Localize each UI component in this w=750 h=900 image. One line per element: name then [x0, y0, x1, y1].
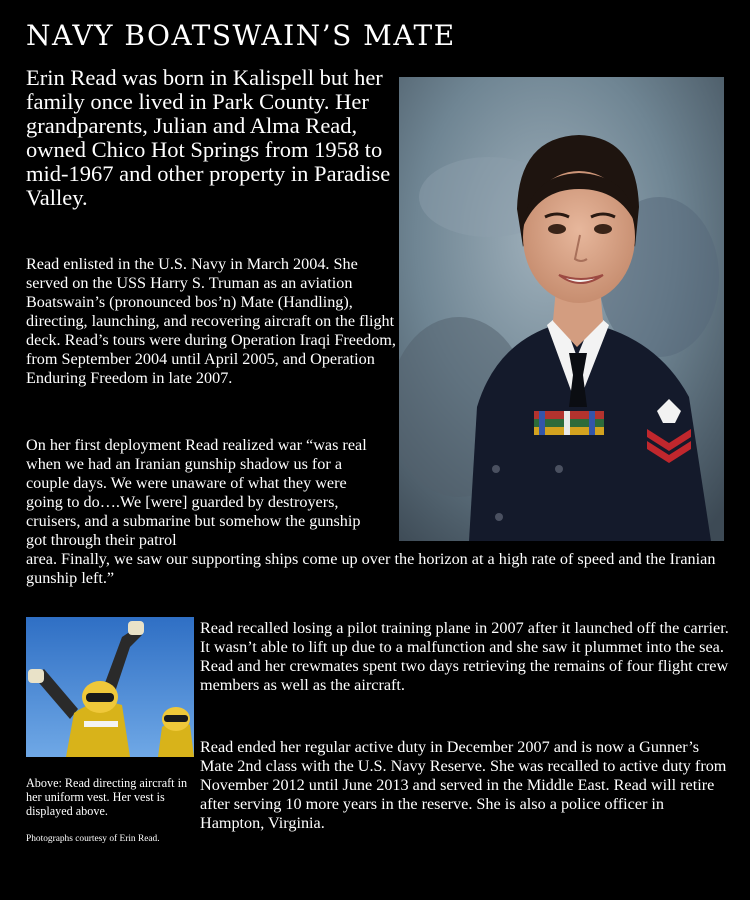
enlistment-paragraph: Read enlisted in the U.S. Navy in March 2004. She served on the USS Harry S. Truman as an aviation Boatswain’s (pronounced bos’n) Mate (Handling), directing, launching, and recovering aircraft on the flight deck. Read’s tours were during Operation Iraqi Freedom, from September 2004 until April 2005, and Operation Enduring Freedom in late 2007. [26, 255, 396, 387]
portrait-illustration [399, 77, 724, 541]
flight-deck-photo [26, 617, 194, 757]
intro-paragraph: Erin Read was born in Kalispell but her family once lived in Park County. Her grandparents, Julian and Alma Read, owned Chico Hot Springs from 1958 to mid-1967 and other property in Paradise Valley. [26, 65, 391, 210]
portrait-photo [399, 77, 724, 541]
page-title: NAVY BOATSWAIN’S MATE [26, 19, 456, 52]
photo-credit: Photographs courtesy of Erin Read. [26, 834, 160, 844]
flight-deck-illustration [26, 617, 194, 757]
deployment-paragraph-wrapped: On her first deployment Read realized war “was real when we had an Iranian gunship shadow us for a couple days. We were unaware of what they were going to do….We [were] guarded by destroyers, cruisers, and a submarine but somehow the gunship got through their patrol [26, 436, 367, 549]
training-plane-paragraph: Read recalled losing a pilot training plane in 2007 after it launched off the carrier. It wasn’t able to lift up due to a malfunction and she saw it plummet into the sea. Read and her crewmates spent two days retrieving the remains of four flight crew members as well as the aircraft. [200, 619, 729, 694]
photo-caption: Above: Read directing aircraft in her uniform vest. Her vest is displayed above. [26, 776, 188, 818]
active-duty-paragraph: Read ended her regular active duty in December 2007 and is now a Gunner’s Mate 2nd class with the U.S. Navy Reserve. She was recalled to active duty from November 2012 until June 2013 and served in the Middle East. Read will retire after serving 10 more years in the reserve. She is also a police officer in Hampton, Virginia. [200, 738, 727, 832]
deployment-paragraph-full: area. Finally, we saw our supporting ships come up over the horizon at a high rate of speed and the Iranian gunship left.” [26, 550, 716, 587]
